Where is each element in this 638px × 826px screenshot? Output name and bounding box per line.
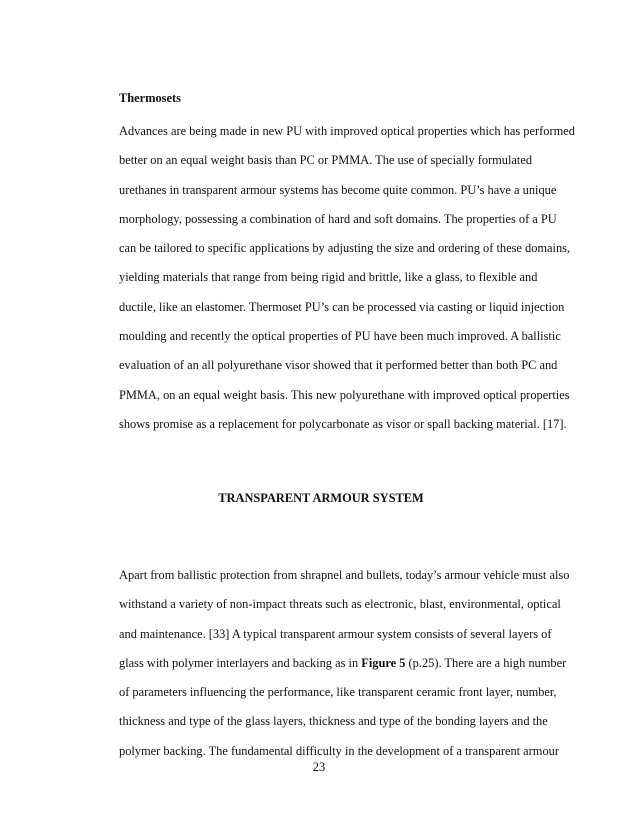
text-line: morphology, possessing a combination of hard and soft domains. The properties of a PU (119, 211, 557, 226)
text-line: yielding materials that range from being rigid and brittle, like a glass, to flexible and (119, 270, 538, 285)
section-heading-thermosets: Thermosets (119, 91, 181, 105)
text-segment: (p.25). There are a high number (405, 655, 567, 670)
paragraph-transparent-armour (119, 561, 570, 766)
text-line: and maintenance. [33] A typical transparent armour system consists of several layers of (119, 626, 552, 641)
page-number: 23 (312, 760, 326, 774)
text-line: Advances are being made in new PU with improved optical properties which has performed (119, 124, 575, 138)
text-line: withstand a variety of non-impact threats such as electronic, blast, environmental, optical (119, 597, 561, 612)
text-line: shows promise as a replacement for polycarbonate as visor or spall backing material. [17]. (119, 416, 567, 431)
section-title-transparent-armour-system: TRANSPARENT ARMOUR SYSTEM (218, 491, 424, 505)
text-line: ductile, like an elastomer. Thermoset PU’s can be processed via casting or liquid injection (119, 299, 565, 314)
text-segment: glass with polymer interlayers and backing as in (119, 655, 362, 670)
text-line: polymer backing. The fundamental difficulty in the development of a transparent armour (119, 743, 559, 758)
text-line: Apart from ballistic protection from shrapnel and bullets, today’s armour vehicle must also (119, 568, 570, 582)
text-line: PMMA, on an equal weight basis. This new polyurethane with improved optical properties (119, 387, 570, 402)
text-line: urethanes in transparent armour systems has become quite common. PU’s have a unique (119, 182, 557, 197)
text-line-with-figure-ref (119, 649, 567, 678)
text-line: of parameters influencing the performance, like transparent ceramic front layer, number, (119, 685, 557, 700)
text-line: thickness and type of the glass layers, thickness and type of the bonding layers and the (119, 714, 548, 729)
text-line: evaluation of an all polyurethane visor showed that it performed better than both PC and (119, 358, 558, 373)
figure-reference-link[interactable]: Figure 5 (361, 655, 406, 670)
text-line: better on an equal weight basis than PC or PMMA. The use of specially formulated (119, 153, 533, 168)
text-line: can be tailored to specific applications by adjusting the size and ordering of these domains, (119, 241, 571, 256)
paragraph-thermosets (119, 117, 575, 439)
text-line: moulding and recently the optical properties of PU have been much improved. A ballistic (119, 329, 561, 344)
